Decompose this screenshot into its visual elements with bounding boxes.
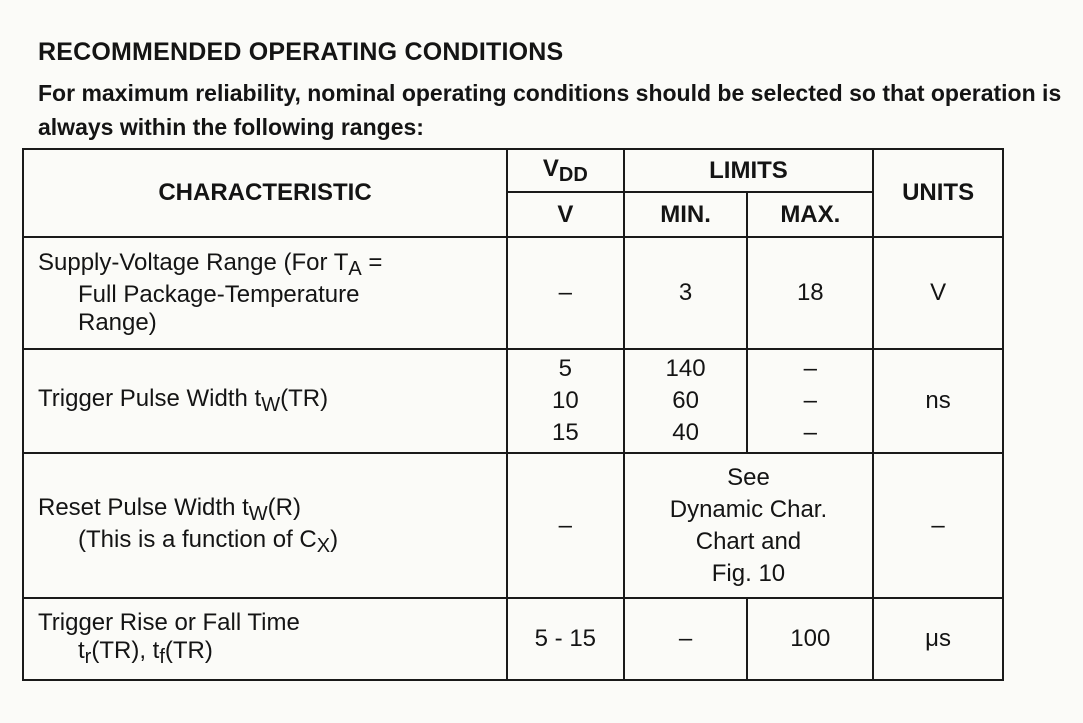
cell-characteristic: Trigger Pulse Width $t_W(TR)$ <box>23 349 507 453</box>
header-vdd-unit: V <box>507 192 624 237</box>
cell-max: – – – <box>747 349 873 453</box>
cell-min: 140 60 40 <box>624 349 748 453</box>
header-units: UNITS <box>873 149 1003 237</box>
table-row <box>23 598 1003 680</box>
header-max: MAX. <box>747 192 873 237</box>
cell-characteristic: Reset Pulse Width $t_W(R)$ (This is a function of $C_X$) <box>23 453 507 598</box>
table-row <box>23 349 1003 453</box>
cell-max: 100 <box>747 598 873 680</box>
header-limits: LIMITS <box>624 149 873 192</box>
table-row <box>23 453 1003 598</box>
operating-conditions-table <box>22 148 1004 681</box>
cell-characteristic: Trigger Rise or Fall Time $t_r(TR)$, $t_f(TR)$ <box>23 598 507 680</box>
header-min: MIN. <box>624 192 748 237</box>
page-title: RECOMMENDED OPERATING CONDITIONS <box>38 38 564 66</box>
cell-min: 3 <box>624 237 748 349</box>
cell-units: μs <box>873 598 1003 680</box>
cell-characteristic: Supply-Voltage Range (For $T_A$ = Full Package-Temperature Range) <box>23 237 507 349</box>
header-characteristic: CHARACTERISTIC <box>23 149 507 237</box>
cell-limits: See Dynamic Char. Chart and Fig. 10 <box>624 453 873 598</box>
cell-vdd: 5 10 15 <box>507 349 624 453</box>
cell-vdd: – <box>507 237 624 349</box>
cell-vdd: – <box>507 453 624 598</box>
table-row <box>23 237 1003 349</box>
cell-units: – <box>873 453 1003 598</box>
cell-vdd: 5 - 15 <box>507 598 624 680</box>
cell-units: V <box>873 237 1003 349</box>
cell-max: 18 <box>747 237 873 349</box>
cell-units: ns <box>873 349 1003 453</box>
cell-min: – <box>624 598 748 680</box>
intro-text: For maximum reliability, nominal operating conditions should be selected so that operation is always within the following ranges: <box>38 80 1062 140</box>
header-vdd: $V_{DD}$ <box>507 149 624 192</box>
